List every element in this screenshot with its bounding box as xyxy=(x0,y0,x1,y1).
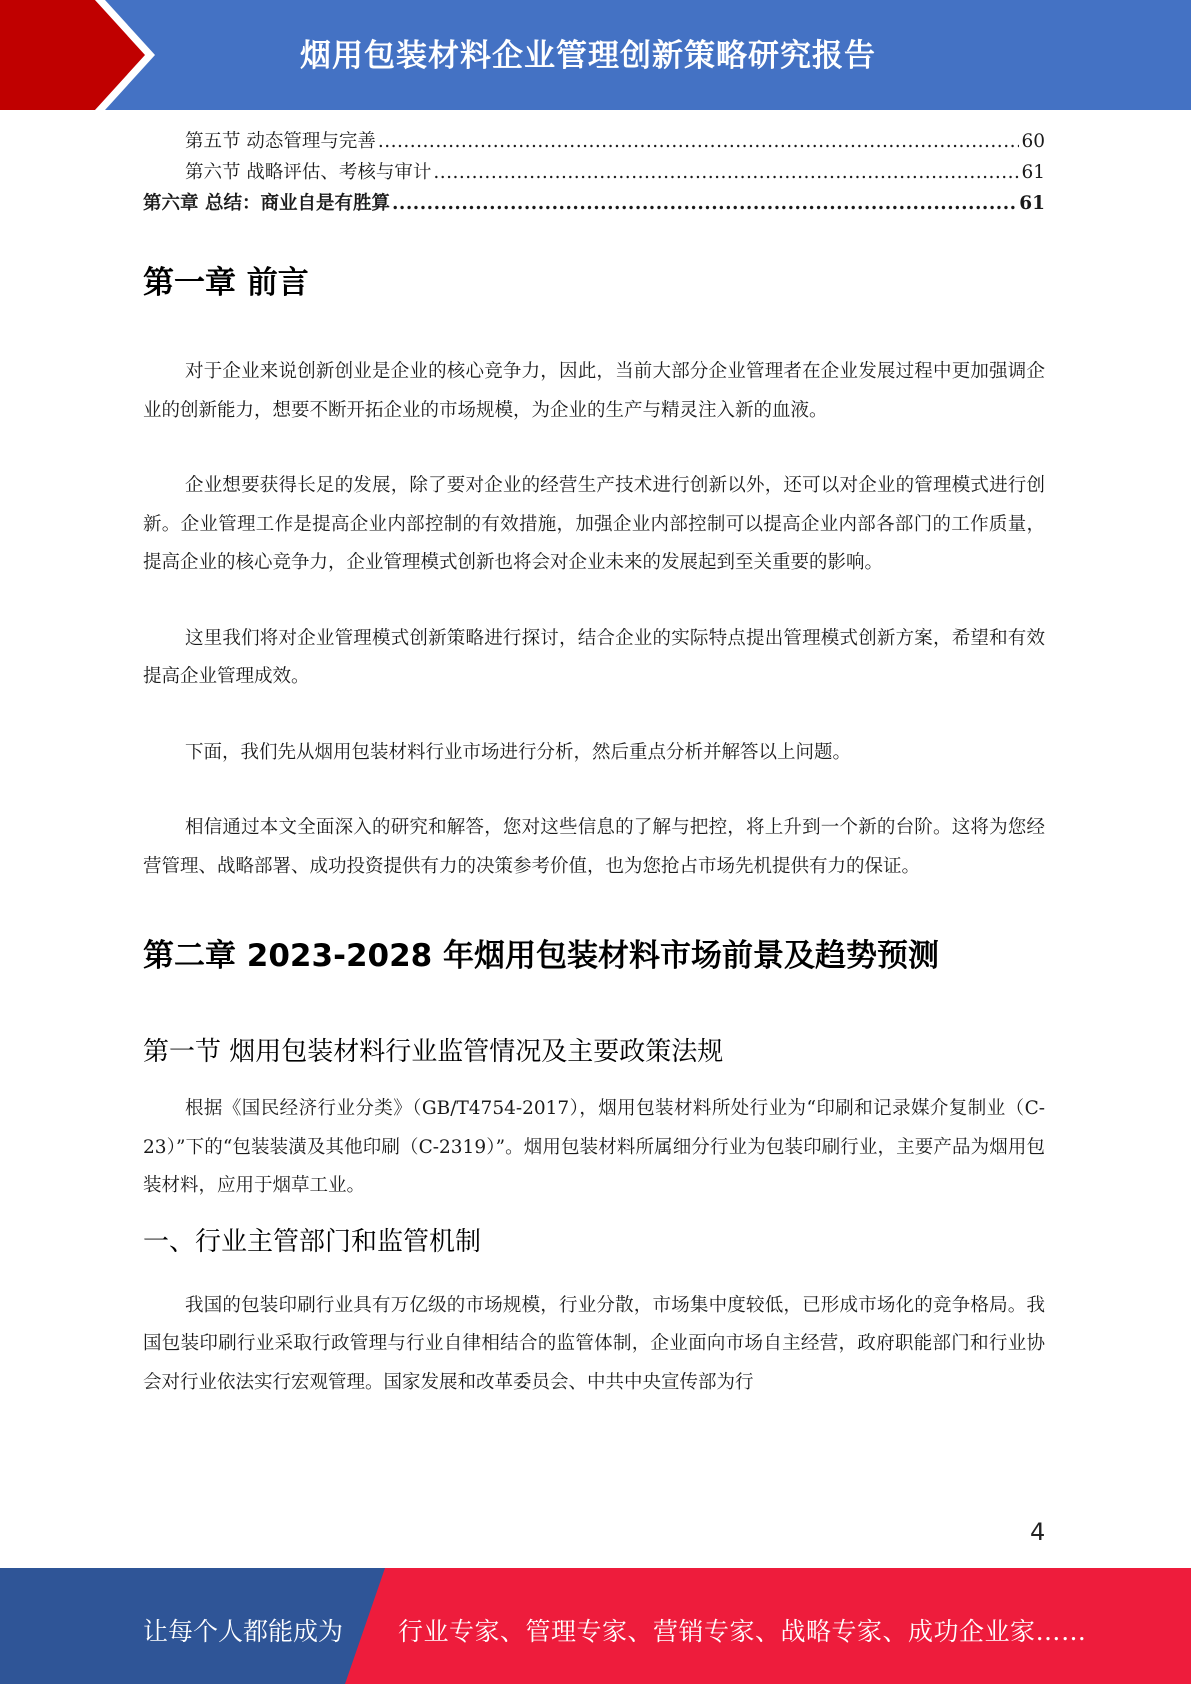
footer-slogan-right: 行业专家、管理专家、营销专家、战略专家、成功企业家…… xyxy=(398,1617,1087,1646)
body-paragraph: 下面，我们先从烟用包装材料行业市场进行分析，然后重点分析并解答以上问题。 xyxy=(185,741,852,763)
body-paragraph: 我国的包装印刷行业具有万亿级的市场规模，行业分散，市场集中度较低，已形成市场化的竞争格局。我国包装印刷行业采取行政管理与行业自律相结合的监管体制，企业面向市场自主经营，政府职能部门和行业协会对行业依法实行宏观管理。国家发展和改革委员会、中共中央宣传部为行 xyxy=(143,1294,1045,1393)
toc-leader-dots xyxy=(433,157,1019,188)
chapter-1-heading: 第一章 前言 xyxy=(143,265,309,301)
body-paragraph: 企业想要获得长足的发展，除了要对企业的经营生产技术进行创新以外，还可以对企业的管理模式进行创新。企业管理工作是提高企业内部控制的有效措施，加强企业内部控制可以提高企业内部各部门的工作质量，提高企业的核心竞争力，企业管理模式创新也将会对企业未来的发展起到至关重要的影响。 xyxy=(143,475,1045,573)
toc-entry-label: 第六节 战略评估、考核与审计 xyxy=(185,162,432,183)
toc-entry-page: 61 xyxy=(1019,193,1045,214)
page-content xyxy=(143,126,1045,1402)
toc-leader-dots xyxy=(378,126,1020,157)
subsection-1-heading: 一、行业主管部门和监管机制 xyxy=(143,1226,482,1257)
toc-entry-page: 61 xyxy=(1021,162,1045,183)
toc-entry-chapter[interactable] xyxy=(143,188,1045,219)
report-title: 烟用包装材料企业管理创新策略研究报告 xyxy=(300,38,876,74)
chapter-2-heading: 第二章 2023-2028 年烟用包装材料市场前景及趋势预测 xyxy=(143,938,940,974)
toc-entry[interactable] xyxy=(143,157,1045,188)
page-number: 4 xyxy=(1030,1518,1046,1546)
body-paragraph: 这里我们将对企业管理模式创新策略进行探讨，结合企业的实际特点提出管理模式创新方案，希望和有效提高企业管理成效。 xyxy=(143,627,1045,687)
toc-entry[interactable] xyxy=(143,126,1045,157)
toc-entry-label: 第六章 总结：商业自是有胜算 xyxy=(143,193,390,214)
body-paragraph: 对于企业来说创新创业是企业的核心竞争力，因此，当前大部分企业管理者在企业发展过程中更加强调企业的创新能力，想要不断开拓企业的市场规模，为企业的生产与精灵注入新的血液。 xyxy=(143,361,1045,421)
header-red-chevron xyxy=(0,0,150,110)
table-of-contents xyxy=(143,126,1045,219)
toc-leader-dots xyxy=(392,188,1017,219)
page-header-band xyxy=(0,0,1191,110)
body-paragraph: 根据《国民经济行业分类》（GB/T4754-2017），烟用包装材料所处行业为“印刷和记录媒介复制业（C-23）”下的“包装装潢及其他印刷（C-2319）”。烟用包装材料所属细分行业为包装印刷行业，主要产品为烟用包装材料，应用于烟草工业。 xyxy=(143,1098,1045,1196)
body-paragraph: 相信通过本文全面深入的研究和解答，您对这些信息的了解与把控，将上升到一个新的台阶。这将为您经营管理、战略部署、成功投资提供有力的决策参考价值，也为您抢占市场先机提供有力的保证。 xyxy=(143,817,1045,877)
toc-entry-page: 60 xyxy=(1021,131,1045,152)
toc-entry-label: 第五节 动态管理与完善 xyxy=(185,131,376,152)
page-footer-band xyxy=(0,1568,1191,1684)
section-1-heading: 第一节 烟用包装材料行业监管情况及主要政策法规 xyxy=(143,1037,724,1067)
footer-slogan-left: 让每个人都能成为 xyxy=(143,1617,344,1646)
